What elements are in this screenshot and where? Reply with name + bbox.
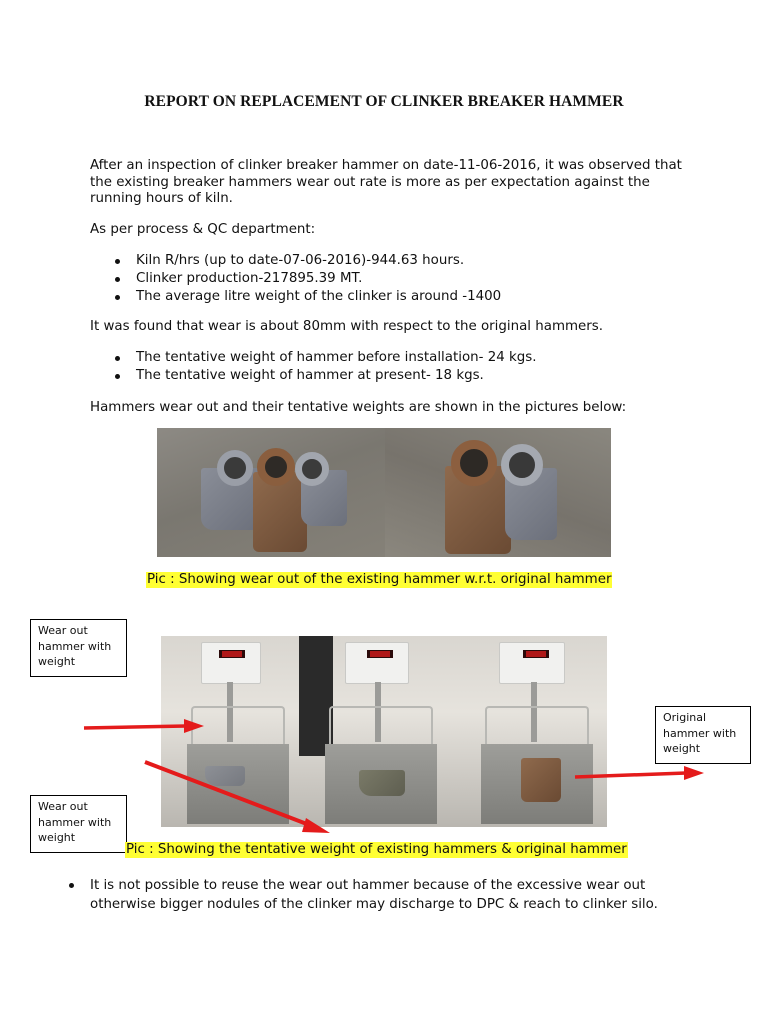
report-title: REPORT ON REPLACEMENT OF CLINKER BREAKER HAMMER (144, 93, 624, 110)
list-item: The average litre weight of the clinker is around -1400 (90, 288, 690, 306)
pictures-intro: Hammers wear out and their tentative weights are shown in the pictures below: (90, 400, 627, 415)
list-item: Kiln R/hrs (up to date-07-06-2016)-944.63 hours. (90, 252, 690, 270)
list-item: The tentative weight of hammer before installation- 24 kgs. (90, 349, 690, 367)
callout-wear-out-top: Wear out hammer with weight (30, 619, 127, 677)
conclusion-list (44, 876, 704, 914)
list-item: Clinker production-217895.39 MT. (90, 270, 690, 288)
caption-wear-comparison: Pic : Showing wear out of the existing hammer w.r.t. original hammer (147, 572, 612, 587)
department-heading: As per process & QC department: (90, 222, 316, 237)
wear-paragraph: It was found that wear is about 80mm with respect to the original hammers. (90, 319, 604, 334)
intro-paragraph: After an inspection of clinker breaker hammer on date-11-06-2016, it was observed that the existing breaker hammers wear out rate is more as per expectation against the running hours of kiln. (90, 158, 682, 206)
callout-wear-out-bottom: Wear out hammer with weight (30, 795, 127, 853)
callout-original: Original hammer with weight (655, 706, 751, 764)
caption-weight-comparison: Pic : Showing the tentative weight of existing hammers & original hammer (126, 842, 627, 857)
list-item: It is not possible to reuse the wear out hammer because of the excessive wear out otherwise bigger nodules of the clinker may discharge to DPC & reach to clinker silo. (44, 876, 704, 914)
list-item: The tentative weight of hammer at present- 18 kgs. (90, 367, 690, 385)
arrow-icon (84, 719, 704, 833)
